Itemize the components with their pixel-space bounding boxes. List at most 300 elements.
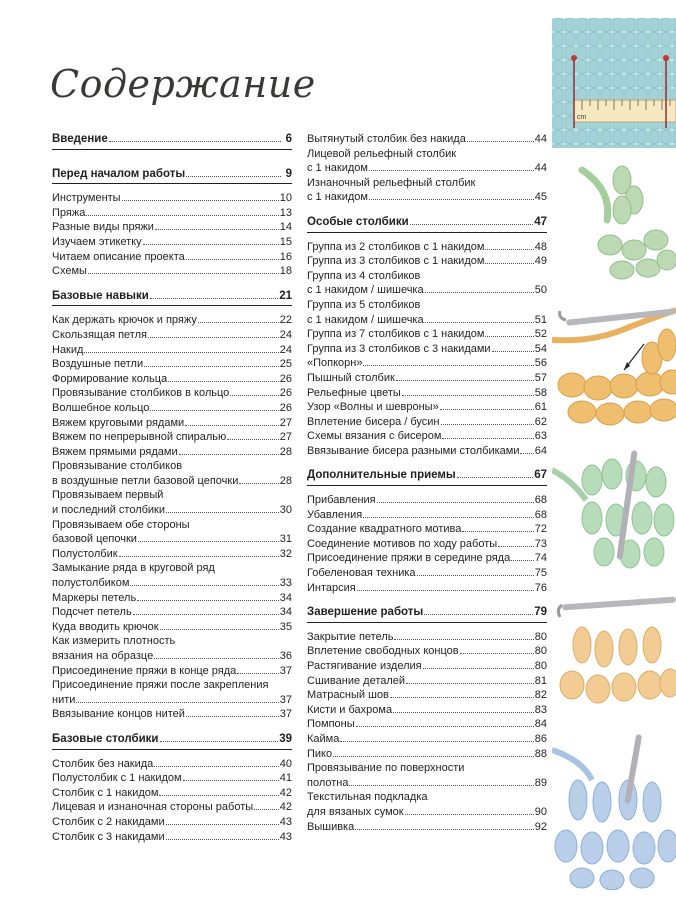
toc-entry xyxy=(52,518,292,533)
heading-rule xyxy=(52,149,292,150)
dot-leader xyxy=(349,785,533,786)
toc-entry xyxy=(52,693,292,708)
dot-leader xyxy=(485,263,533,264)
toc-entry xyxy=(307,342,547,357)
dot-leader xyxy=(185,425,279,426)
toc-entry xyxy=(307,659,547,674)
dot-leader xyxy=(423,668,534,669)
dot-leader xyxy=(498,546,534,547)
toc-entry xyxy=(307,747,547,762)
toc-entry-title: Пико xyxy=(307,747,333,760)
dot-leader xyxy=(154,766,278,767)
section-gap xyxy=(52,157,292,167)
toc-entry-title: Присоединение пряжи в середине ряда xyxy=(307,552,511,565)
toc-page-number: 31 xyxy=(279,533,292,546)
dot-leader xyxy=(109,141,281,142)
toc-entry xyxy=(307,644,547,659)
dot-leader xyxy=(119,556,279,557)
toc-page-number: 80 xyxy=(534,660,547,672)
toc-page-number: 21 xyxy=(279,289,292,302)
toc-page-number: 33 xyxy=(279,577,292,590)
toc-page-number: 24 xyxy=(279,328,292,341)
toc-entry xyxy=(307,313,547,328)
toc-page-number: 22 xyxy=(279,314,292,327)
toc-entry xyxy=(52,191,292,206)
toc-page-number: 51 xyxy=(534,313,547,326)
toc-page-number: 68 xyxy=(534,494,547,507)
section-gap xyxy=(52,722,292,732)
toc-page-number: 16 xyxy=(279,250,292,263)
dot-leader xyxy=(239,483,278,484)
toc-entry xyxy=(52,678,292,693)
toc-page-number: 72 xyxy=(534,523,547,536)
toc-page-number: 30 xyxy=(279,504,292,517)
yellow-hook-swatch-illustration xyxy=(552,290,676,430)
toc-entry xyxy=(52,591,292,606)
toc-entry-title: Столбик с 1 накидом xyxy=(52,786,159,799)
toc-entry xyxy=(307,327,547,342)
toc-page-number: 15 xyxy=(279,235,292,248)
page-title: Содержание xyxy=(50,62,316,106)
dot-leader xyxy=(467,141,534,142)
dot-leader xyxy=(166,512,279,513)
toc-entry xyxy=(52,664,292,679)
toc-page-number: 90 xyxy=(534,805,547,818)
toc-entry-title: Введение xyxy=(52,133,108,145)
dot-leader xyxy=(485,336,533,337)
dot-leader xyxy=(369,170,534,171)
dot-leader xyxy=(460,653,534,654)
dot-leader xyxy=(333,756,534,757)
toc-entry xyxy=(52,547,292,562)
toc-entry xyxy=(307,356,547,371)
toc-entry-title: Группа из 7 столбиков с 1 накидом xyxy=(307,328,485,341)
toc-entry-title: Базовые столбики xyxy=(52,732,159,745)
toc-entry-title: полотна xyxy=(307,776,349,789)
toc-entry-title: Присоединение пряжи после закрепления xyxy=(52,679,269,692)
dot-leader xyxy=(86,215,278,216)
toc-page-number: 27 xyxy=(279,416,292,429)
toc-page-number: 37 xyxy=(279,664,292,677)
toc-page-number: 89 xyxy=(534,776,547,789)
heading-rule xyxy=(52,183,292,184)
toc-page-number: 86 xyxy=(534,732,547,745)
toc-entry xyxy=(52,786,292,801)
toc-entry xyxy=(307,444,547,459)
toc-entry-title: Формирование кольца xyxy=(52,372,168,385)
toc-entry xyxy=(52,488,292,503)
dot-leader xyxy=(520,453,533,454)
toc-entry-title: Столбик с 3 накидами xyxy=(52,830,165,843)
toc-entry xyxy=(307,400,547,415)
toc-entry xyxy=(307,415,547,430)
toc-entry-title: «Попкорн» xyxy=(307,357,363,370)
toc-entry-title: с 1 накидом xyxy=(307,162,368,175)
toc-entry-title: Перед началом работы xyxy=(52,167,186,180)
toc-page-number: 62 xyxy=(534,415,547,428)
toc-entry-title: Помпоны xyxy=(307,718,355,731)
toc-page-number: 40 xyxy=(279,757,292,770)
toc-entry-title: Изучаем этикетку xyxy=(52,235,142,248)
toc-entry xyxy=(52,800,292,815)
toc-entry-title: Пряжа xyxy=(52,206,86,219)
toc-entry-title: Схемы вязания с бисером xyxy=(307,430,442,443)
toc-entry xyxy=(307,522,547,537)
dot-leader xyxy=(441,424,534,425)
toc-entry xyxy=(52,474,292,489)
dot-leader xyxy=(457,477,533,478)
toc-entry-title: Читаем описание проекта xyxy=(52,250,185,263)
toc-page-number: 28 xyxy=(279,445,292,458)
toc-entry xyxy=(307,717,547,732)
dot-leader xyxy=(88,273,279,274)
toc-page-number: 82 xyxy=(534,689,547,702)
dot-leader xyxy=(160,629,279,630)
toc-page-number: 26 xyxy=(279,372,292,385)
section-gap xyxy=(307,595,547,605)
toc-page-number: 14 xyxy=(279,221,292,234)
toc-entry-title: Кисти и бахрома xyxy=(307,703,393,716)
illustration-strip xyxy=(552,0,676,907)
toc-entry xyxy=(52,815,292,830)
toc-entry xyxy=(307,147,547,162)
toc-page-number: 28 xyxy=(279,474,292,487)
toc-page-number: 83 xyxy=(534,703,547,716)
toc-page-number: 84 xyxy=(534,718,547,731)
dot-leader xyxy=(393,712,534,713)
toc-page-number: 64 xyxy=(534,444,547,457)
toc-entry-title: нити xyxy=(52,693,76,706)
toc-entry-title: Рельефные цветы xyxy=(307,386,401,399)
toc-entry xyxy=(52,430,292,445)
toc-section-heading xyxy=(307,215,547,230)
toc-page-number: 9 xyxy=(285,167,292,180)
dot-leader xyxy=(396,380,534,381)
toc-page-number: 37 xyxy=(279,708,292,721)
toc-entry-title: Создание квадратного мотива xyxy=(307,523,462,536)
toc-entry xyxy=(52,830,292,845)
toc-entry xyxy=(52,343,292,358)
toc-page-number: 67 xyxy=(534,469,547,482)
toc-section-heading xyxy=(52,167,292,182)
toc-left-column xyxy=(52,132,292,844)
toc-entry xyxy=(307,493,547,508)
dot-leader xyxy=(425,322,534,323)
dot-leader xyxy=(406,683,534,684)
toc-entry-title: Разные виды пряжи xyxy=(52,221,154,234)
toc-entry xyxy=(307,161,547,176)
toc-entry-title: Группа из 5 столбиков xyxy=(307,298,421,311)
green-hook-swatch-illustration xyxy=(552,440,676,580)
dot-leader xyxy=(150,298,278,299)
toc-entry-title: для вязаных сумок xyxy=(307,805,404,818)
dot-leader xyxy=(237,673,278,674)
toc-entry-title: Вплетение свободных концов xyxy=(307,645,459,658)
toc-entry xyxy=(52,503,292,518)
section-gap xyxy=(307,458,547,468)
dot-leader xyxy=(186,176,281,177)
toc-entry xyxy=(52,357,292,372)
dot-leader xyxy=(440,409,534,410)
toc-entry xyxy=(307,776,547,791)
toc-entry-title: Дополнительные приемы xyxy=(307,469,456,482)
toc-page-number: 57 xyxy=(534,371,547,384)
dot-leader xyxy=(356,726,534,727)
dot-leader xyxy=(144,366,279,367)
dot-leader xyxy=(198,322,279,323)
toc-page-number: 47 xyxy=(534,215,547,228)
toc-entry-title: полустолбиком xyxy=(52,577,130,590)
toc-entry-title: с 1 накидом / шишечка xyxy=(307,313,424,326)
dot-leader xyxy=(150,410,278,411)
dot-leader xyxy=(137,600,279,601)
toc-page-number: 26 xyxy=(279,401,292,414)
toc-entry-title: Провязываем обе стороны xyxy=(52,518,190,531)
toc-entry-title: Пышный столбик xyxy=(307,371,395,384)
ruler-label: cm xyxy=(577,114,587,121)
toc-page-number: 81 xyxy=(534,674,547,687)
toc-entry xyxy=(52,757,292,772)
toc-page-number: 6 xyxy=(285,133,292,145)
toc-page-number: 75 xyxy=(534,567,547,580)
toc-entry xyxy=(307,688,547,703)
toc-page-number: 32 xyxy=(279,547,292,560)
dot-leader xyxy=(138,541,279,542)
heading-rule xyxy=(52,749,292,750)
section-gap xyxy=(52,279,292,289)
toc-page-number: 13 xyxy=(279,206,292,219)
toc-page-number: 79 xyxy=(534,606,547,619)
toc-entry xyxy=(52,386,292,401)
toc-page-number: 24 xyxy=(279,343,292,356)
toc-entry xyxy=(307,703,547,718)
toc-entry-title: Провязывание по поверхности xyxy=(307,762,465,775)
toc-entry xyxy=(307,132,547,147)
toc-entry-title: Провязываем первый xyxy=(52,489,164,502)
toc-entry-title: Вяжем прямыми рядами xyxy=(52,445,178,458)
toc-entry-title: Группа из 3 столбиков с 1 накидом xyxy=(307,255,485,268)
dot-leader xyxy=(166,824,279,825)
toc-entry-title: Присоединение пряжи в конце ряда xyxy=(52,664,237,677)
toc-entry-title: Особые столбики xyxy=(307,215,409,228)
toc-entry-title: базовой цепочки xyxy=(52,533,137,546)
toc-entry xyxy=(307,298,547,313)
toc-section-heading xyxy=(52,732,292,747)
toc-page-number: 68 xyxy=(534,508,547,521)
dot-leader xyxy=(168,381,279,382)
toc-page-number: 73 xyxy=(534,537,547,550)
dot-leader xyxy=(390,697,534,698)
toc-right-column xyxy=(307,132,547,834)
toc-entry xyxy=(52,771,292,786)
toc-entry-title: Инструменты xyxy=(52,192,121,205)
dot-leader xyxy=(76,702,278,703)
toc-entry xyxy=(307,429,547,444)
toc-entry-title: Замыкание ряда в круговой ряд xyxy=(52,562,215,575)
heading-rule xyxy=(52,305,292,306)
toc-entry-title: Провязывание столбиков xyxy=(52,460,183,473)
toc-page-number: 41 xyxy=(279,772,292,785)
toc-entry xyxy=(52,459,292,474)
toc-entry xyxy=(307,176,547,191)
toc-page-number: 80 xyxy=(534,645,547,658)
toc-entry xyxy=(307,283,547,298)
heading-rule xyxy=(307,232,547,233)
toc-entry-title: Растягивание изделия xyxy=(307,660,422,672)
toc-entry-title: Ввязывание бисера разными столбиками xyxy=(307,444,520,457)
toc-entry xyxy=(307,240,547,255)
heading-rule xyxy=(307,485,547,486)
toc-entry-title: Группа из 4 столбиков xyxy=(307,269,421,282)
dot-leader xyxy=(254,809,279,810)
toc-entry xyxy=(52,605,292,620)
toc-section-heading xyxy=(52,132,292,147)
dot-leader xyxy=(485,249,533,250)
toc-entry-title: Скользящая петля xyxy=(52,328,147,341)
dot-leader xyxy=(84,352,278,353)
toc-entry xyxy=(307,254,547,269)
toc-page-number: 44 xyxy=(534,162,547,175)
dot-leader xyxy=(227,439,278,440)
toc-section-heading xyxy=(52,289,292,304)
toc-entry-title: Ввязывание концов нитей xyxy=(52,708,185,721)
toc-entry xyxy=(52,250,292,265)
toc-page-number: 18 xyxy=(279,265,292,278)
toc-entry-title: Лицевая и изнаночная стороны работы xyxy=(52,801,254,814)
dot-leader xyxy=(462,531,533,532)
toc-entry-title: Полустолбик с 1 накидом xyxy=(52,772,182,785)
toc-page-number: 76 xyxy=(534,581,547,594)
toc-entry-title: Группа из 2 столбиков с 1 накидом xyxy=(307,240,485,253)
toc-entry xyxy=(307,269,547,284)
toc-entry-title: Маркеры петель xyxy=(52,591,137,604)
toc-entry-title: в воздушные петли базовой цепочки xyxy=(52,474,239,487)
dot-leader xyxy=(363,365,533,366)
toc-entry-title: Гобеленовая техника xyxy=(307,567,416,580)
toc-entry-title: с 1 накидом xyxy=(307,191,368,204)
toc-page-number: 45 xyxy=(534,191,547,204)
toc-entry xyxy=(307,732,547,747)
toc-page-number: 80 xyxy=(534,630,547,643)
dot-leader xyxy=(424,614,533,615)
toc-page-number: 74 xyxy=(534,552,547,565)
toc-entry-title: Вяжем круговыми рядами xyxy=(52,416,185,429)
toc-entry-title: вязания на образце xyxy=(52,650,154,662)
toc-page-number: 36 xyxy=(279,650,292,662)
toc-entry xyxy=(52,707,292,722)
dot-leader xyxy=(511,560,534,561)
dot-leader xyxy=(369,199,534,200)
ring-swatch-illustration xyxy=(552,150,676,290)
dot-leader xyxy=(355,829,534,830)
toc-entry xyxy=(52,372,292,387)
toc-entry-title: Вяжем по непрерывной спиралью xyxy=(52,431,227,444)
dot-leader xyxy=(492,351,534,352)
toc-entry-title: Как измерить плотность xyxy=(52,635,176,648)
toc-page-number: 43 xyxy=(279,815,292,828)
toc-entry xyxy=(52,634,292,649)
dot-leader xyxy=(357,590,534,591)
gauge-swatch-illustration xyxy=(552,18,676,148)
heading-rule xyxy=(307,622,547,623)
toc-page-number: 63 xyxy=(534,430,547,443)
toc-entry-title: Базовые навыки xyxy=(52,289,149,302)
toc-page-number: 61 xyxy=(534,401,547,414)
dot-leader xyxy=(417,575,534,576)
toc-entry xyxy=(52,206,292,221)
dot-leader xyxy=(166,839,279,840)
toc-entry xyxy=(52,561,292,576)
toc-page-number: 34 xyxy=(279,606,292,619)
toc-entry xyxy=(307,790,547,805)
toc-entry-title: Узор «Волны и шевроны» xyxy=(307,401,439,414)
dot-leader xyxy=(394,639,533,640)
dot-leader xyxy=(186,259,279,260)
toc-entry-title: Полустолбик xyxy=(52,547,118,560)
toc-entry xyxy=(307,674,547,689)
toc-entry-title: Волшебное кольцо xyxy=(52,401,150,414)
toc-entry xyxy=(307,371,547,386)
toc-entry xyxy=(52,264,292,279)
section-gap xyxy=(307,205,547,215)
toc-page-number: 26 xyxy=(279,387,292,400)
toc-page-number: 42 xyxy=(279,801,292,814)
toc-entry-title: Убавления xyxy=(307,508,363,521)
toc-entry-title: Соединение мотивов по ходу работы xyxy=(307,537,498,550)
toc-entry-title: Столбик без накида xyxy=(52,757,154,770)
toc-entry xyxy=(52,576,292,591)
toc-entry xyxy=(52,649,292,664)
dot-leader xyxy=(122,200,279,201)
toc-section-heading xyxy=(307,605,547,620)
toc-entry-title: Накид xyxy=(52,343,84,356)
dot-leader xyxy=(143,244,279,245)
blue-hook-swatch-illustration xyxy=(552,730,676,890)
toc-entry-title: Куда вводить крючок xyxy=(52,620,159,633)
dot-leader xyxy=(186,716,279,717)
toc-entry-title: Группа из 3 столбиков с 3 накидами xyxy=(307,342,491,355)
dot-leader xyxy=(159,795,278,796)
toc-page-number: 48 xyxy=(534,240,547,253)
toc-section-heading xyxy=(307,468,547,483)
toc-page-number: 58 xyxy=(534,386,547,399)
toc-entry xyxy=(52,328,292,343)
toc-entry-title: Подсчет петель xyxy=(52,606,132,619)
dot-leader xyxy=(179,454,279,455)
dot-leader xyxy=(425,292,534,293)
toc-entry xyxy=(307,761,547,776)
toc-page-number: 49 xyxy=(534,255,547,268)
toc-entry-title: Как держать крючок и пряжу xyxy=(52,314,197,327)
toc-page-number: 10 xyxy=(279,192,292,205)
toc-entry xyxy=(307,551,547,566)
dot-leader xyxy=(154,658,279,659)
toc-entry xyxy=(307,805,547,820)
toc-entry-title: Изнаночный рельефный столбик xyxy=(307,176,476,189)
dot-leader xyxy=(363,517,534,518)
toc-entry xyxy=(52,445,292,460)
dot-leader xyxy=(133,614,279,615)
dot-leader xyxy=(130,585,278,586)
toc-entry-title: Интарсия xyxy=(307,581,356,594)
toc-entry xyxy=(52,220,292,235)
toc-entry-title: Закрытие петель xyxy=(307,630,394,643)
toc-page-number: 34 xyxy=(279,591,292,604)
dot-leader xyxy=(160,741,279,742)
toc-page-number: 25 xyxy=(279,358,292,371)
toc-entry-title: Завершение работы xyxy=(307,606,424,619)
dot-leader xyxy=(183,780,279,781)
